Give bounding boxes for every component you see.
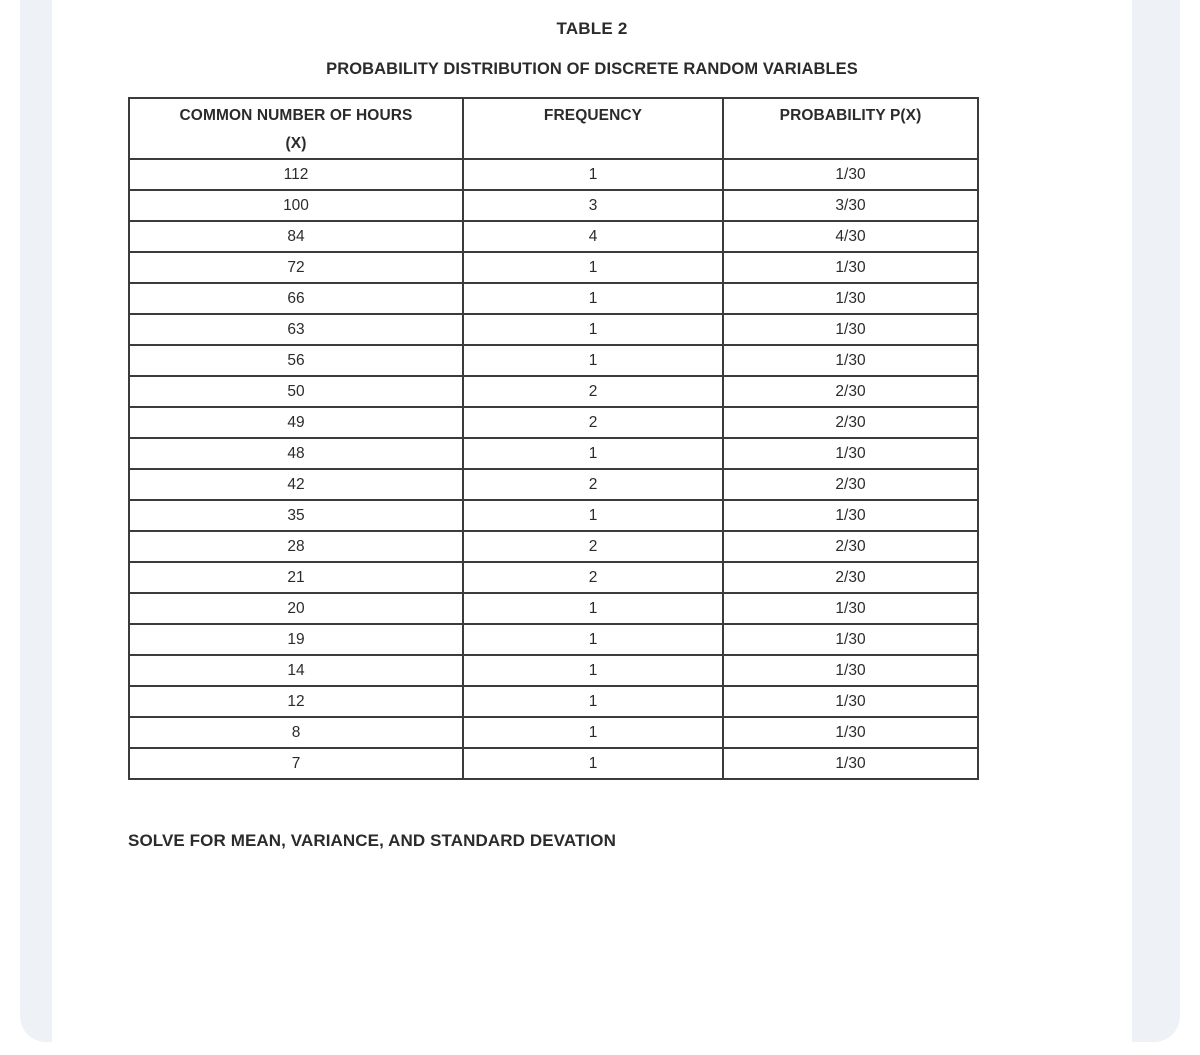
table-cell: 1/30: [723, 252, 978, 283]
table-row: [129, 655, 978, 686]
table-cell: 1: [463, 500, 723, 531]
table-cell: 2: [463, 376, 723, 407]
table-cell: 48: [129, 438, 463, 469]
table-row: [129, 252, 978, 283]
table-row: [129, 562, 978, 593]
table-row: [129, 159, 978, 190]
table-row: [129, 717, 978, 748]
table-row: [129, 593, 978, 624]
table-cell: 35: [129, 500, 463, 531]
table-cell: 2: [463, 407, 723, 438]
table-row: [129, 686, 978, 717]
table-cell: 2: [463, 469, 723, 500]
table-row: [129, 190, 978, 221]
table-cell: 49: [129, 407, 463, 438]
table-cell: 19: [129, 624, 463, 655]
table-cell: 56: [129, 345, 463, 376]
table-cell: 1/30: [723, 624, 978, 655]
table-row: [129, 531, 978, 562]
table-cell: 1: [463, 283, 723, 314]
table-cell: 100: [129, 190, 463, 221]
table-row: [129, 438, 978, 469]
table-cell: 112: [129, 159, 463, 190]
table-row: [129, 376, 978, 407]
table-cell: 2/30: [723, 531, 978, 562]
table-cell: 1/30: [723, 593, 978, 624]
table-row: [129, 469, 978, 500]
table-cell: 1/30: [723, 159, 978, 190]
table-cell: 1: [463, 159, 723, 190]
table-cell: 1/30: [723, 686, 978, 717]
table-row: [129, 283, 978, 314]
table-cell: 28: [129, 531, 463, 562]
table-cell: 1: [463, 717, 723, 748]
table-cell: 1/30: [723, 655, 978, 686]
table-row: [129, 221, 978, 252]
table-subtitle: PROBABILITY DISTRIBUTION OF DISCRETE RANDOM VARIABLES: [326, 60, 858, 78]
document-content: [52, 0, 1132, 1042]
column-header-hours-subline: (X): [285, 135, 307, 152]
header-row: [129, 98, 978, 159]
table-cell: 3: [463, 190, 723, 221]
table-cell: 4/30: [723, 221, 978, 252]
table-row: [129, 624, 978, 655]
table-cell: 42: [129, 469, 463, 500]
table-cell: 1: [463, 252, 723, 283]
table-row: [129, 500, 978, 531]
table-row: [129, 314, 978, 345]
table-cell: 4: [463, 221, 723, 252]
table-cell: 1/30: [723, 438, 978, 469]
table-cell: 1: [463, 624, 723, 655]
table-cell: 1: [463, 686, 723, 717]
table-cell: 8: [129, 717, 463, 748]
table-cell: 1/30: [723, 345, 978, 376]
table-cell: 1/30: [723, 314, 978, 345]
table-cell: 3/30: [723, 190, 978, 221]
table-cell: 7: [129, 748, 463, 779]
table-cell: 20: [129, 593, 463, 624]
table-row: [129, 407, 978, 438]
table-cell: 1: [463, 345, 723, 376]
table-cell: 1: [463, 655, 723, 686]
table-cell: 2/30: [723, 469, 978, 500]
table-cell: 1: [463, 593, 723, 624]
table-cell: 14: [129, 655, 463, 686]
table-cell: 2/30: [723, 407, 978, 438]
table-cell: 12: [129, 686, 463, 717]
table-row: [129, 345, 978, 376]
table-cell: 1: [463, 314, 723, 345]
probability-table-wrapper: [128, 97, 979, 780]
column-header-hours-label: COMMON NUMBER OF HOURS: [179, 107, 413, 124]
table-cell: 1: [463, 748, 723, 779]
table-cell: 1/30: [723, 500, 978, 531]
column-header-probability: PROBABILITY P(X): [723, 98, 978, 159]
table-cell: 84: [129, 221, 463, 252]
table-cell: 21: [129, 562, 463, 593]
table-cell: 1/30: [723, 748, 978, 779]
table-cell: 2: [463, 531, 723, 562]
table-cell: 2: [463, 562, 723, 593]
table-cell: 2/30: [723, 376, 978, 407]
table-cell: 1: [463, 438, 723, 469]
instruction-text: SOLVE FOR MEAN, VARIANCE, AND STANDARD DEVATION: [128, 831, 616, 850]
column-header-hours: [129, 98, 463, 159]
attachment-card: [20, 0, 1180, 1042]
column-header-frequency: FREQUENCY: [463, 98, 723, 159]
table-cell: 50: [129, 376, 463, 407]
table-cell: 1/30: [723, 283, 978, 314]
document-page: [52, 0, 1132, 1042]
table-cell: 2/30: [723, 562, 978, 593]
table-cell: 1/30: [723, 717, 978, 748]
table-header: [129, 98, 978, 159]
table-cell: 72: [129, 252, 463, 283]
table-cell: 63: [129, 314, 463, 345]
table-title: TABLE 2: [556, 19, 628, 38]
table-cell: 66: [129, 283, 463, 314]
table-row: [129, 748, 978, 779]
table-body: [129, 159, 978, 779]
probability-table: [128, 97, 979, 780]
